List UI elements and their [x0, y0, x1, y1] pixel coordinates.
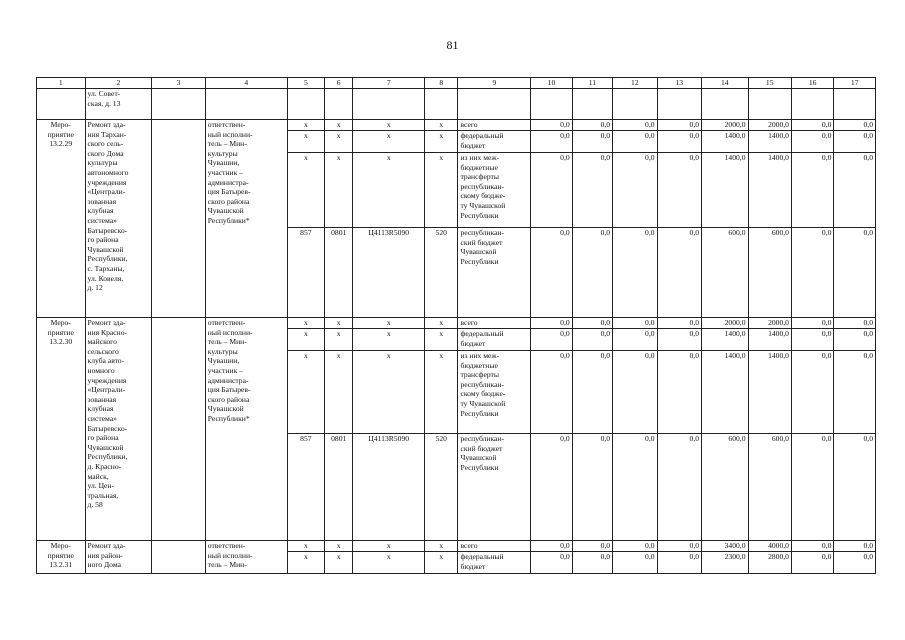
funding-source: всего: [458, 541, 531, 552]
rz-cell: x: [325, 120, 353, 131]
vr-cell: x: [425, 120, 458, 131]
grbs-cell: x: [287, 131, 324, 153]
amount-cell: 0,0: [531, 434, 572, 541]
amount-cell: 0,0: [531, 120, 572, 131]
vr-cell: x: [425, 318, 458, 329]
amount-cell: 0,0: [572, 329, 612, 351]
amount-cell: 0,0: [613, 541, 657, 552]
amount-cell: 0,0: [531, 329, 572, 351]
grbs-cell: x: [287, 541, 324, 552]
column-header: 3: [152, 78, 206, 89]
rz-cell: 0801: [325, 228, 353, 318]
amount-cell: 0,0: [834, 318, 876, 329]
column-header: 5: [287, 78, 324, 89]
amount-cell: 0,0: [531, 153, 572, 228]
amount-cell: 1400,0: [702, 153, 748, 228]
rz-cell: x: [325, 153, 353, 228]
funding-source: федеральный бюджет: [458, 329, 531, 351]
amount-cell: 0,0: [657, 552, 701, 574]
amount-cell: 0,0: [834, 552, 876, 574]
amount-cell: 0,0: [834, 228, 876, 318]
vr-cell: x: [425, 552, 458, 574]
amount-cell: 0,0: [791, 552, 833, 574]
amount-cell: 0,0: [791, 228, 833, 318]
csr-cell: Ц4113R5090: [353, 434, 425, 541]
rz-cell: x: [325, 351, 353, 434]
table-row: [37, 541, 876, 552]
grbs-cell: x: [287, 318, 324, 329]
amount-cell: 1400,0: [702, 131, 748, 153]
column-header: 13: [657, 78, 701, 89]
amount-cell: 0,0: [613, 351, 657, 434]
amount-cell: 0,0: [791, 318, 833, 329]
measure-id: Меро- приятие 13.2.29: [37, 120, 86, 318]
column-header: 8: [425, 78, 458, 89]
amount-cell: 1400,0: [748, 131, 791, 153]
column-header: 1: [37, 78, 86, 89]
amount-cell: 0,0: [834, 153, 876, 228]
amount-cell: 0,0: [531, 541, 572, 552]
amount-cell: 0,0: [657, 131, 701, 153]
amount-cell: 0,0: [834, 541, 876, 552]
amount-cell: 0,0: [791, 351, 833, 434]
rz-cell: x: [325, 318, 353, 329]
amount-cell: 0,0: [572, 228, 612, 318]
measure-name: Ремонт зда- ния район- ного Дома: [85, 541, 152, 574]
amount-cell: 0,0: [572, 153, 612, 228]
measure-executor: ответствен- ный исполни- тель – Мин-: [205, 541, 287, 574]
measure-executor: ответствен- ный исполни- тель – Мин- культуры Чувашии, участник – администра- ция Батырев- ского района Чувашской Республики*: [205, 318, 287, 541]
amount-cell: 2000,0: [748, 318, 791, 329]
funding-source: республикан- ский бюджет Чувашской Республики: [458, 228, 531, 318]
grbs-cell: 857: [287, 228, 324, 318]
vr-cell: x: [425, 351, 458, 434]
amount-cell: 0,0: [613, 228, 657, 318]
vr-cell: x: [425, 131, 458, 153]
amount-cell: 0,0: [791, 329, 833, 351]
csr-cell: Ц4113R5090: [353, 228, 425, 318]
amount-cell: 0,0: [657, 153, 701, 228]
vr-cell: x: [425, 329, 458, 351]
amount-cell: 0,0: [531, 228, 572, 318]
amount-cell: 0,0: [613, 131, 657, 153]
amount-cell: 0,0: [572, 318, 612, 329]
vr-cell: 520: [425, 434, 458, 541]
grbs-cell: x: [287, 153, 324, 228]
funding-source: из них меж- бюджетные трансферты республикан- скому бюдже- ту Чувашской Республики: [458, 153, 531, 228]
grbs-cell: x: [287, 351, 324, 434]
funding-source: федеральный бюджет: [458, 552, 531, 574]
measure-name: Ремонт зда- ния Тархан- ского сель- ского Дома культуры автономного учреждения «Централи- зованная клубная система» Батыревско- го района Чувашской Республики, с. Тарханы, ул. Ковеля, д. 12: [85, 120, 152, 318]
rz-cell: x: [325, 552, 353, 574]
amount-cell: 0,0: [613, 552, 657, 574]
amount-cell: 0,0: [531, 131, 572, 153]
amount-cell: 4000,0: [748, 541, 791, 552]
vr-cell: x: [425, 153, 458, 228]
column-header: 2: [85, 78, 152, 89]
column-number-row: [37, 78, 876, 89]
column-header: 10: [531, 78, 572, 89]
amount-cell: 1400,0: [702, 351, 748, 434]
grbs-cell: x: [287, 329, 324, 351]
funding-source: федеральный бюджет: [458, 131, 531, 153]
amount-cell: 1400,0: [748, 351, 791, 434]
amount-cell: 1400,0: [748, 153, 791, 228]
csr-cell: x: [353, 153, 425, 228]
amount-cell: 600,0: [748, 228, 791, 318]
amount-cell: 0,0: [657, 228, 701, 318]
measure-id: Меро- приятие 13.2.30: [37, 318, 86, 541]
rz-cell: x: [325, 329, 353, 351]
amount-cell: 0,0: [657, 434, 701, 541]
csr-cell: x: [353, 131, 425, 153]
table-row: [37, 318, 876, 329]
rz-cell: x: [325, 541, 353, 552]
column-header: 16: [791, 78, 833, 89]
funding-source: всего: [458, 318, 531, 329]
amount-cell: 0,0: [657, 329, 701, 351]
column-header: 17: [834, 78, 876, 89]
funding-source: из них меж- бюджетные трансферты республикан- скому бюдже- ту Чувашской Республики: [458, 351, 531, 434]
funding-source: всего: [458, 120, 531, 131]
csr-cell: x: [353, 541, 425, 552]
amount-cell: 0,0: [531, 318, 572, 329]
amount-cell: 0,0: [791, 434, 833, 541]
continuation-name: ул. Совет- ская, д. 13: [85, 89, 152, 120]
amount-cell: 0,0: [572, 434, 612, 541]
amount-cell: 0,0: [531, 351, 572, 434]
amount-cell: 0,0: [834, 351, 876, 434]
column-header: 4: [205, 78, 287, 89]
column-header: 14: [702, 78, 748, 89]
amount-cell: 0,0: [791, 120, 833, 131]
empty-cell: [152, 120, 206, 318]
grbs-cell: 857: [287, 434, 324, 541]
amount-cell: 600,0: [748, 434, 791, 541]
amount-cell: 0,0: [613, 329, 657, 351]
grbs-cell: x: [287, 552, 324, 574]
amount-cell: 0,0: [613, 434, 657, 541]
measure-name: Ремонт зда- ния Красно- майского сельского клуба авто- номного учреждения «Централи- зованная клубная система» Батыревско- го района Чувашской Республики, д. Красно- майск, ул. Цен- тральная, д. 58: [85, 318, 152, 541]
column-header: 7: [353, 78, 425, 89]
grbs-cell: x: [287, 120, 324, 131]
amount-cell: 2000,0: [748, 120, 791, 131]
amount-cell: 0,0: [531, 552, 572, 574]
amount-cell: 3400,0: [702, 541, 748, 552]
rz-cell: 0801: [325, 434, 353, 541]
amount-cell: 0,0: [572, 120, 612, 131]
column-header: 9: [458, 78, 531, 89]
amount-cell: 0,0: [613, 318, 657, 329]
csr-cell: x: [353, 318, 425, 329]
amount-cell: 0,0: [572, 541, 612, 552]
amount-cell: 0,0: [613, 153, 657, 228]
measure-id: Меро- приятие 13.2.31: [37, 541, 86, 574]
amount-cell: 0,0: [657, 120, 701, 131]
csr-cell: x: [353, 351, 425, 434]
column-header: 11: [572, 78, 612, 89]
amount-cell: 0,0: [613, 120, 657, 131]
amount-cell: 0,0: [791, 153, 833, 228]
csr-cell: x: [353, 120, 425, 131]
amount-cell: 0,0: [834, 434, 876, 541]
amount-cell: 0,0: [834, 329, 876, 351]
amount-cell: 0,0: [657, 541, 701, 552]
amount-cell: 1400,0: [748, 329, 791, 351]
vr-cell: 520: [425, 228, 458, 318]
amount-cell: 0,0: [572, 552, 612, 574]
amount-cell: 0,0: [657, 351, 701, 434]
amount-cell: 2300,0: [702, 552, 748, 574]
amount-cell: 600,0: [702, 228, 748, 318]
budget-table: [36, 77, 876, 574]
table-row: [37, 120, 876, 131]
amount-cell: 0,0: [791, 131, 833, 153]
csr-cell: x: [353, 329, 425, 351]
amount-cell: 1400,0: [702, 329, 748, 351]
page-number: 81: [446, 38, 459, 52]
amount-cell: 0,0: [572, 351, 612, 434]
amount-cell: 0,0: [834, 131, 876, 153]
amount-cell: 0,0: [834, 120, 876, 131]
empty-cell: [152, 318, 206, 541]
column-header: 12: [613, 78, 657, 89]
continuation-row: [37, 89, 876, 120]
amount-cell: 2800,0: [748, 552, 791, 574]
amount-cell: 0,0: [657, 318, 701, 329]
column-header: 6: [325, 78, 353, 89]
amount-cell: 0,0: [572, 131, 612, 153]
amount-cell: 600,0: [702, 434, 748, 541]
column-header: 15: [748, 78, 791, 89]
measure-executor: ответствен- ный исполни- тель – Мин- культуры Чувашии, участник – администра- ция Батырев- ского района Чувашской Республики*: [205, 120, 287, 318]
funding-source: республикан- ский бюджет Чувашской Республики: [458, 434, 531, 541]
amount-cell: 2000,0: [702, 120, 748, 131]
amount-cell: 0,0: [791, 541, 833, 552]
vr-cell: x: [425, 541, 458, 552]
amount-cell: 2000,0: [702, 318, 748, 329]
empty-cell: [152, 541, 206, 574]
csr-cell: x: [353, 552, 425, 574]
rz-cell: x: [325, 131, 353, 153]
